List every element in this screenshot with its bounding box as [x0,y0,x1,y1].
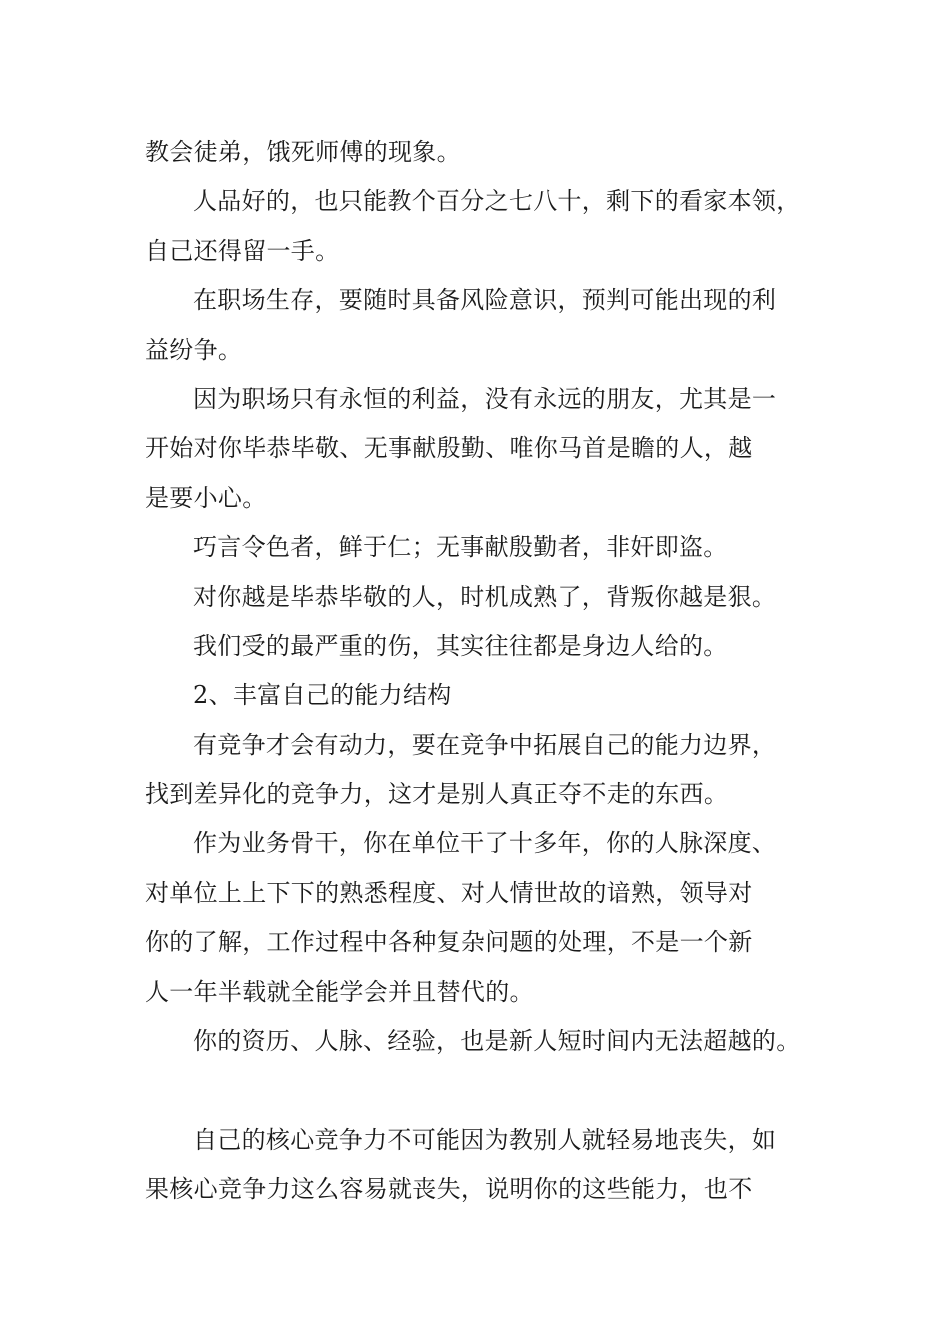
paragraph-line: 人品好的，也只能教个百分之七八十，剩下的看家本领， [193,187,801,216]
paragraph-line: 自己的核心竞争力不可能因为教别人就轻易地丧失，如 [193,1125,777,1154]
paragraph-line: 人一年半载就全能学会并且替代的。 [145,977,534,1006]
paragraph-line: 自己还得留一手。 [145,236,340,265]
paragraph-line: 你的资历、人脉、经验，也是新人短时间内无法超越的。 [193,1027,801,1056]
paragraph-line: 对单位上上下下的熟悉程度、对人情世故的谙熟，领导对 [145,878,753,907]
paragraph-line: 教会徒弟，饿死师傅的现象。 [145,138,461,166]
paragraph-line: 开始对你毕恭毕敬、无事献殷勤、唯你马首是瞻的人，越 [145,434,753,463]
paragraph-line: 果核心竞争力这么容易就丧失，说明你的这些能力，也不 [145,1175,753,1204]
blank-line [145,1066,825,1115]
paragraph-line: 找到差异化的竞争力，这才是别人真正夺不走的东西。 [145,780,729,809]
paragraph-line: 因为职场只有永恒的利益，没有永远的朋友，尤其是一 [193,384,777,413]
paragraph-line: 在职场生存，要随时具备风险意识，预判可能出现的利 [193,286,777,315]
paragraph-line: 对你越是毕恭毕敬的人，时机成熟了，背叛你越是狠。 [193,582,777,611]
paragraph-line: 益纷争。 [145,335,243,364]
section-heading: 2、丰富自己的能力结构 [193,681,452,710]
paragraph-line: 有竞争才会有动力，要在竞争中拓展自己的能力边界， [193,730,777,759]
paragraph-line: 巧言令色者，鲜于仁；无事献殷勤者，非奸即盗。 [193,533,728,562]
document-body [145,128,825,1215]
paragraph-line: 我们受的最严重的伤，其实往往都是身边人给的。 [193,631,728,660]
paragraph-line: 你的了解，工作过程中各种复杂问题的处理，不是一个新 [145,928,753,957]
paragraph-line: 是要小心。 [145,483,267,512]
paragraph-line: 作为业务骨干，你在单位干了十多年，你的人脉深度、 [193,829,777,858]
